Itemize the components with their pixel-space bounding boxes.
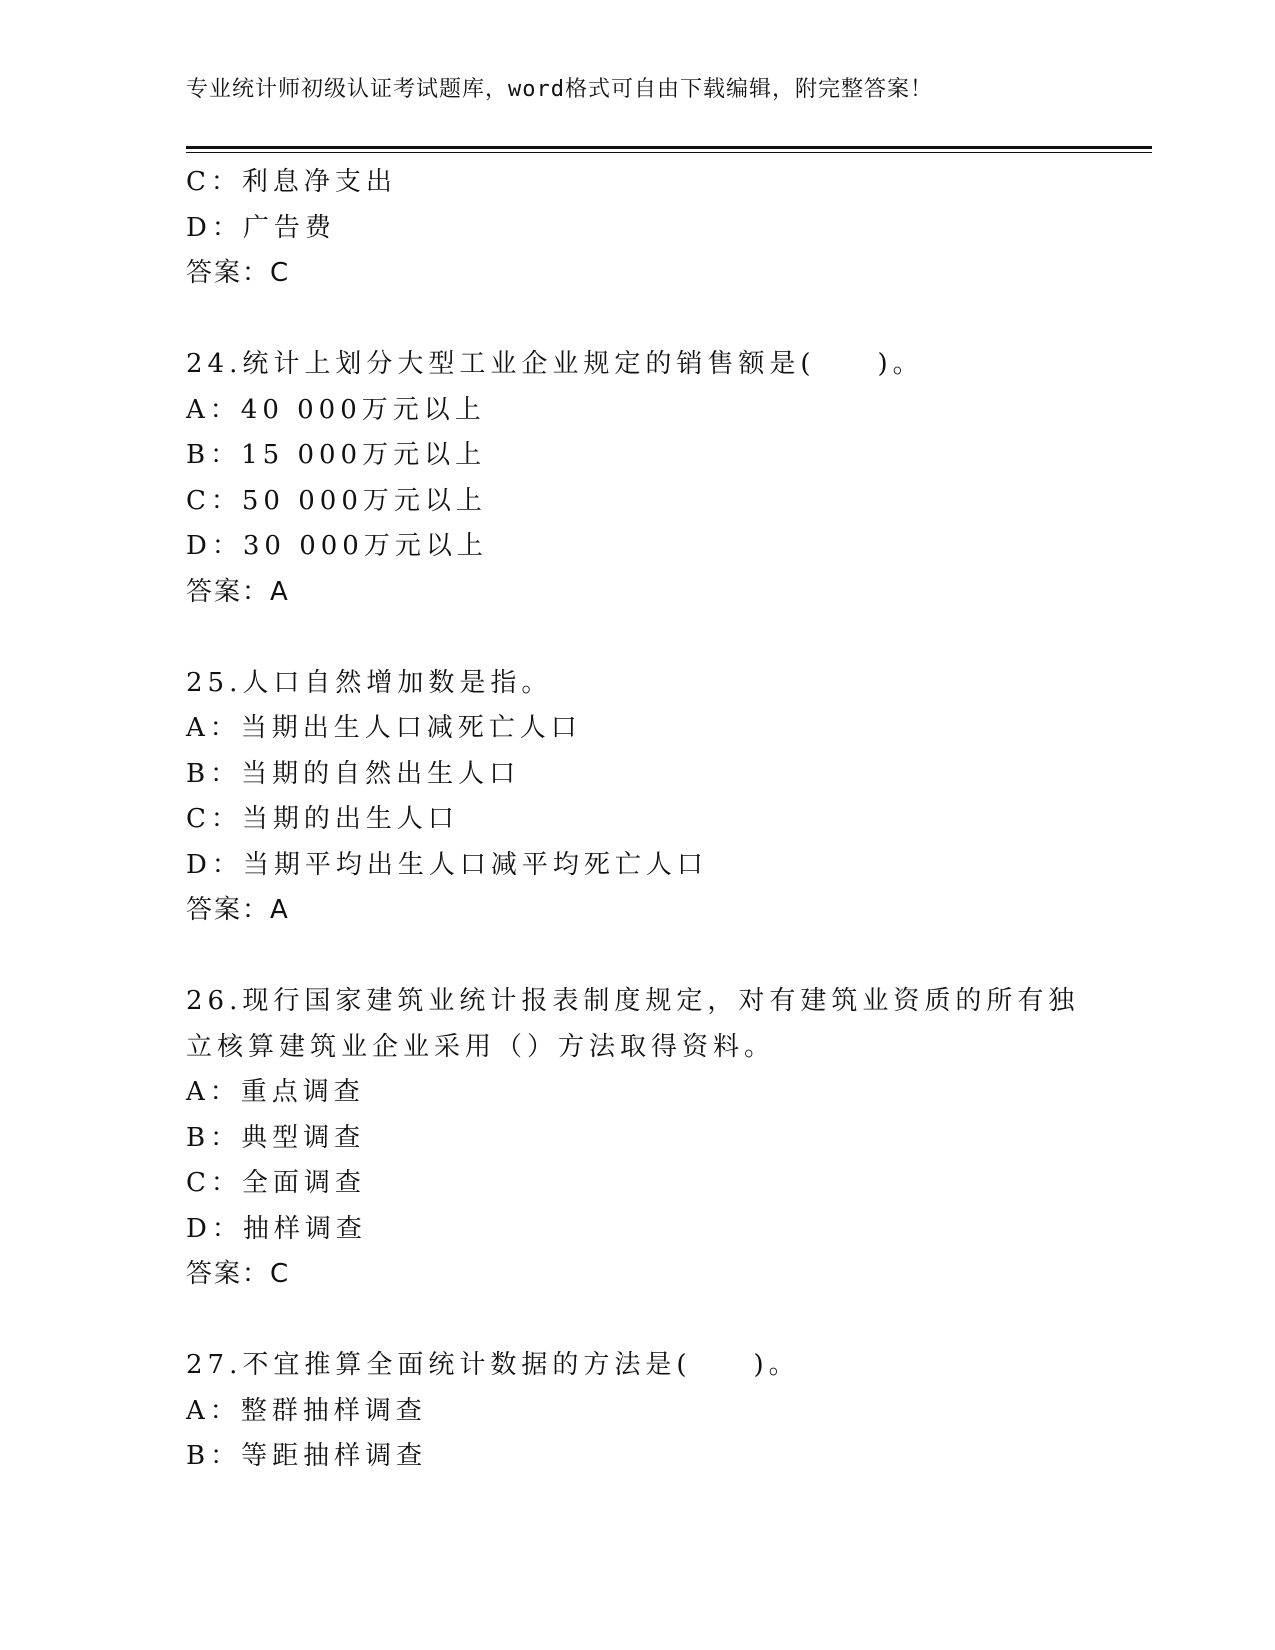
question-25-text: 25.人口自然增加数是指。 [186,667,553,698]
question-25-option-c: C：当期的出生人口 [186,804,459,834]
answer-line: 答案：C [186,258,291,288]
page-header: 专业统计师初级认证考试题库，word格式可自由下载编辑，附完整答案！ [186,77,933,102]
question-26-option-d: D：抽样调查 [186,1213,367,1244]
question-26-text: 26.现行国家建筑业统计报表制度规定，对有建筑业资质的所有独立核算建筑业企业采用（）方法取得资料。 [186,986,1080,1062]
question-25-option-d: D：当期平均出生人口减平均死亡人口 [186,849,708,880]
spacer [186,1298,1086,1344]
header-rule-thick [186,146,1152,149]
question-24-text: 24.统计上划分大型工业企业规定的销售额是( )。 [186,349,924,379]
question-25-option-b: B：当期的自然出生人口 [186,758,521,789]
header-rule-thin [186,152,1152,153]
question-26-option-b: B：典型调查 [186,1122,366,1153]
spacer [186,934,1086,980]
spacer [186,615,1086,661]
question-24-option-d: D：30 000万元以上 [186,531,488,561]
question-27-option-b: B：等距抽样调查 [186,1441,428,1471]
question-24-option-b: B：15 000万元以上 [186,440,487,470]
question-26-answer: 答案：C [186,1259,291,1289]
question-26-option-a: A：重点调查 [186,1077,365,1107]
question-24-answer: 答案：A [186,576,290,607]
option-d: D：广告费 [186,212,336,243]
question-content [186,160,1086,1480]
question-24-option-c: C：50 000万元以上 [186,485,487,516]
question-27-option-a: A：整群抽样调查 [186,1395,427,1426]
question-25-option-a: A：当期出生人口减死亡人口 [186,713,582,743]
question-27-text: 27.不宜推算全面统计数据的方法是( )。 [186,1350,800,1380]
spacer [186,297,1086,343]
option-c: C：利息净支出 [186,167,397,197]
question-26-option-c: C：全面调查 [186,1168,366,1198]
question-24-option-a: A：40 000万元以上 [186,394,486,425]
question-25-answer: 答案：A [186,895,290,925]
